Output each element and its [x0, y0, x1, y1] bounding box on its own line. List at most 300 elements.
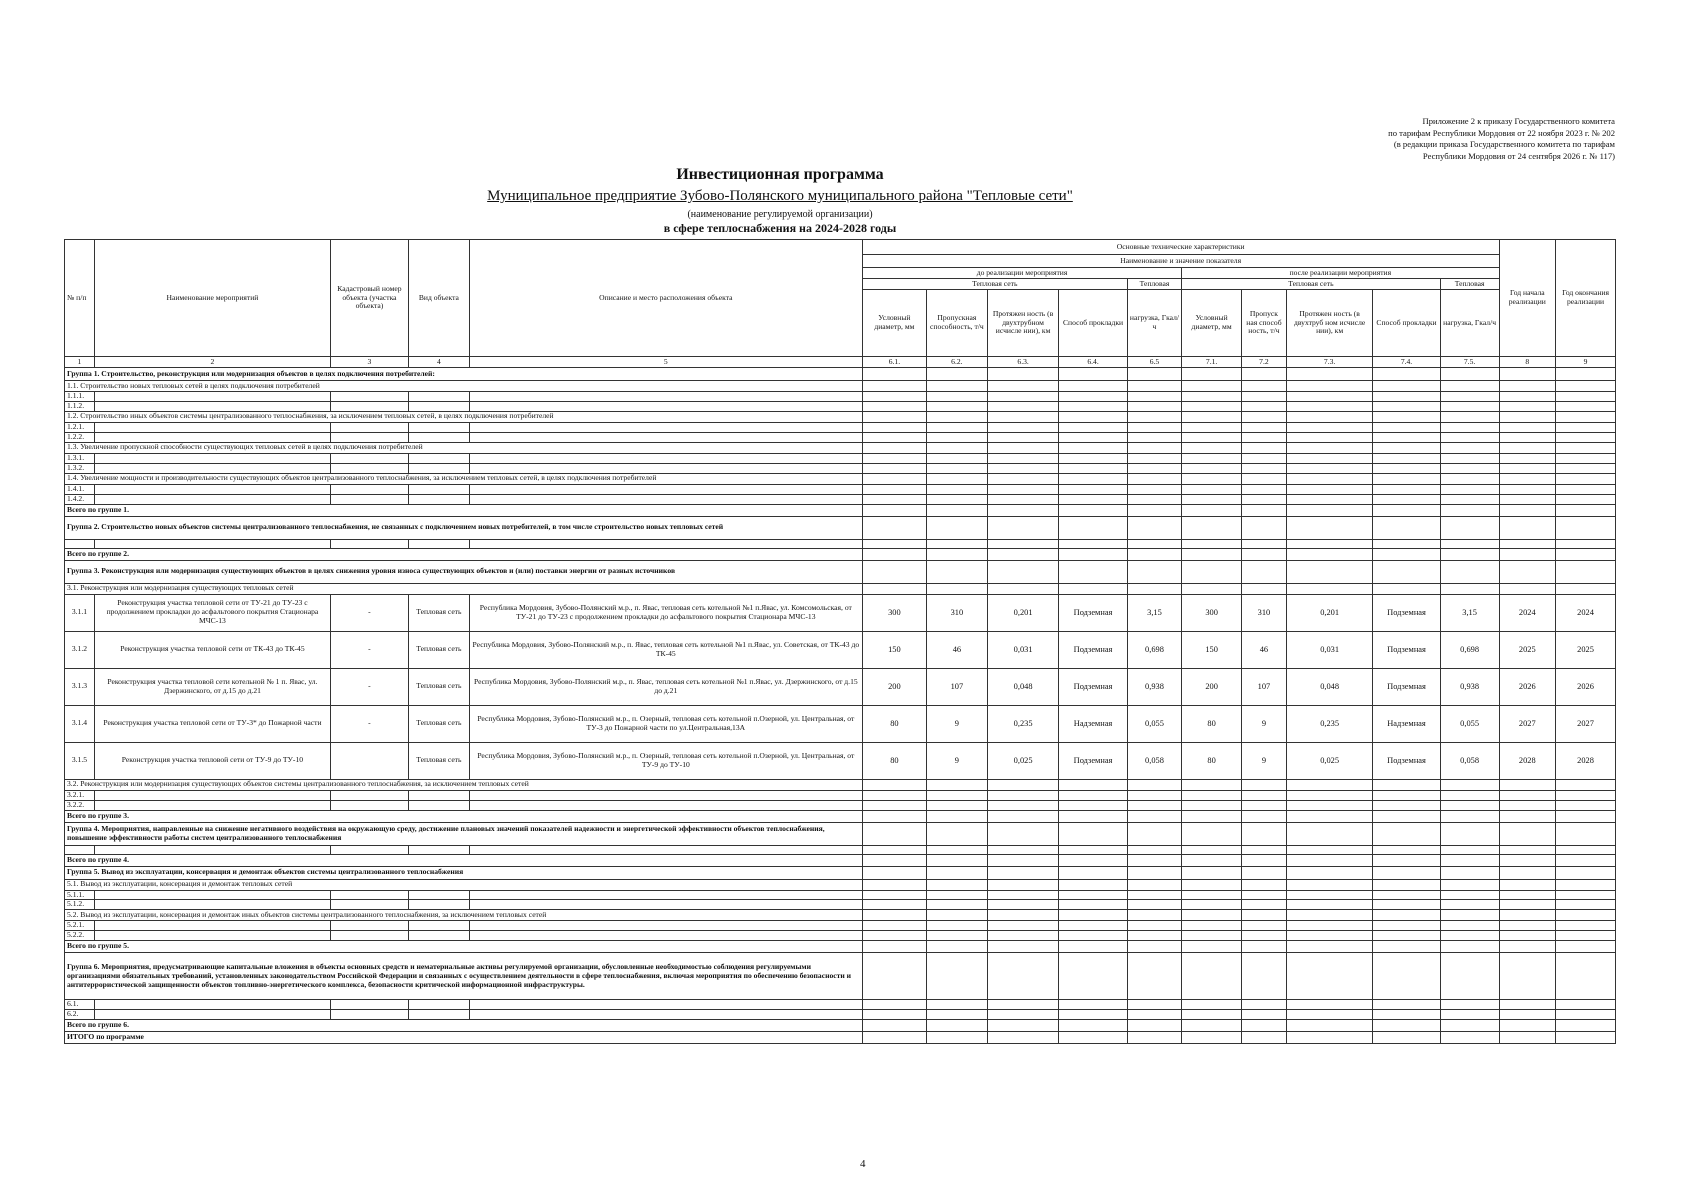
empty-cell — [1242, 516, 1287, 539]
empty-cell — [1499, 879, 1556, 890]
empty-cell — [1499, 810, 1556, 822]
empty-cell — [862, 1010, 926, 1020]
empty-cell — [862, 890, 926, 900]
load-after: 0,698 — [1440, 631, 1499, 668]
empty-cell — [1373, 368, 1440, 381]
empty-cell — [1286, 890, 1373, 900]
empty-cell — [1440, 516, 1499, 539]
measure-name: Реконструкция участка тепловой сети от ТУ-21 до ТУ-23 с продолжением прокладки до асфальтового покрытия Стационара МЧС-13 — [94, 594, 330, 631]
empty-cell — [1499, 516, 1556, 539]
empty-cell — [469, 931, 862, 941]
cadastral-number: - — [330, 668, 408, 705]
empty-cell — [1182, 1000, 1242, 1010]
row-number: 3.2.1. — [65, 790, 95, 800]
empty-cell — [1242, 432, 1287, 442]
empty-cell — [1373, 463, 1440, 473]
empty-cell — [1440, 810, 1499, 822]
load-before: 0,698 — [1127, 631, 1181, 668]
empty-row — [65, 463, 1616, 473]
empty-cell — [862, 1020, 926, 1032]
header-capacity-after: Пропуск ная способ ность, т/ч — [1242, 290, 1287, 357]
header-diameter-after: Условный диаметр, мм — [1182, 290, 1242, 357]
empty-cell — [1373, 822, 1440, 845]
length-before: 0,048 — [987, 668, 1059, 705]
measure-row — [65, 668, 1616, 705]
empty-cell — [1127, 879, 1181, 890]
header-net-after: Тепловая сеть — [1182, 279, 1440, 290]
empty-cell — [1059, 539, 1127, 548]
empty-cell — [330, 392, 408, 402]
row-number — [65, 845, 95, 854]
empty-cell — [862, 432, 926, 442]
empty-cell — [1499, 845, 1556, 854]
total-row — [65, 548, 1616, 560]
empty-cell — [987, 941, 1059, 953]
empty-cell — [1242, 779, 1287, 790]
empty-cell — [1242, 800, 1287, 810]
header-length-after: Протяжен ность (в двухтруб ном исчисле нии), км — [1286, 290, 1373, 357]
empty-cell — [1059, 1000, 1127, 1010]
empty-cell — [1499, 432, 1556, 442]
empty-cell — [862, 484, 926, 494]
length-after: 0,048 — [1286, 668, 1373, 705]
empty-cell — [1440, 854, 1499, 866]
empty-cell — [1182, 368, 1242, 381]
row-label: Группа 5. Вывод из эксплуатации, консервация и демонтаж объектов системы централизованного теплоснабжения — [65, 866, 863, 879]
empty-cell — [862, 583, 926, 594]
empty-cell — [1440, 879, 1499, 890]
load-after: 0,058 — [1440, 742, 1499, 779]
empty-cell — [1499, 931, 1556, 941]
empty-cell — [862, 494, 926, 504]
empty-cell — [1059, 1010, 1127, 1020]
column-number: 6.5 — [1127, 357, 1181, 368]
empty-cell — [408, 931, 469, 941]
empty-cell — [987, 494, 1059, 504]
empty-cell — [1242, 463, 1287, 473]
empty-cell — [1242, 453, 1287, 463]
empty-cell — [408, 890, 469, 900]
empty-cell — [1286, 941, 1373, 953]
empty-cell — [862, 381, 926, 392]
empty-cell — [1373, 910, 1440, 921]
empty-cell — [862, 921, 926, 931]
empty-cell — [1182, 473, 1242, 484]
empty-cell — [987, 890, 1059, 900]
row-number: 3.1.4 — [65, 705, 95, 742]
object-type: Тепловая сеть — [408, 631, 469, 668]
method-after: Подземная — [1373, 742, 1440, 779]
empty-cell — [987, 1010, 1059, 1020]
empty-cell — [1127, 453, 1181, 463]
empty-cell — [1373, 548, 1440, 560]
empty-cell — [926, 463, 987, 473]
column-number: 6.3. — [987, 357, 1059, 368]
empty-cell — [1373, 953, 1440, 1000]
empty-cell — [1499, 422, 1556, 432]
empty-cell — [1242, 845, 1287, 854]
empty-cell — [1059, 583, 1127, 594]
empty-cell — [926, 442, 987, 453]
empty-cell — [1286, 953, 1373, 1000]
empty-cell — [1373, 879, 1440, 890]
empty-row — [65, 900, 1616, 910]
empty-cell — [1440, 392, 1499, 402]
empty-cell — [926, 381, 987, 392]
group-row — [65, 560, 1616, 583]
capacity-before: 9 — [926, 705, 987, 742]
empty-cell — [94, 494, 330, 504]
empty-cell — [1059, 845, 1127, 854]
empty-cell — [1556, 411, 1616, 422]
length-after: 0,201 — [1286, 594, 1373, 631]
empty-cell — [1127, 381, 1181, 392]
length-before: 0,025 — [987, 742, 1059, 779]
empty-cell — [1440, 494, 1499, 504]
empty-cell — [1286, 583, 1373, 594]
empty-cell — [1182, 810, 1242, 822]
capacity-before: 46 — [926, 631, 987, 668]
capacity-before: 107 — [926, 668, 987, 705]
empty-cell — [1182, 453, 1242, 463]
empty-cell — [1182, 953, 1242, 1000]
empty-cell — [1242, 392, 1287, 402]
empty-cell — [1059, 822, 1127, 845]
header-indicators: Наименование и значение показателя — [862, 255, 1499, 268]
empty-cell — [1556, 494, 1616, 504]
empty-cell — [1182, 845, 1242, 854]
empty-cell — [987, 539, 1059, 548]
empty-cell — [1182, 879, 1242, 890]
empty-cell — [1127, 473, 1181, 484]
empty-cell — [469, 1010, 862, 1020]
length-after: 0,235 — [1286, 705, 1373, 742]
end-year: 2028 — [1556, 742, 1616, 779]
empty-cell — [330, 422, 408, 432]
empty-cell — [862, 504, 926, 516]
row-number: 5.1.1. — [65, 890, 95, 900]
row-label: Всего по группе 5. — [65, 941, 863, 953]
header-load-group-after: Тепловая — [1440, 279, 1499, 290]
empty-cell — [330, 484, 408, 494]
empty-cell — [1286, 790, 1373, 800]
empty-cell — [926, 779, 987, 790]
empty-cell — [408, 463, 469, 473]
empty-cell — [330, 1000, 408, 1010]
row-label: Группа 6. Мероприятия, предусматривающие капитальные вложения в объекты основных средств и нематериальные активы регулируемой организации, обусловленные необходимостью соблюдения регулируемыми организациями обязательных требований, установленных законодательством Российской Федерации и связанных с осуществлением деятельности в сфере теплоснабжения, включая мероприятия по обеспечению безопасности и антитеррористической защищенности объектов топливно-энергетического комплекса, безопасности критической информационной инфраструктуры. — [65, 953, 863, 1000]
empty-cell — [1182, 779, 1242, 790]
empty-cell — [1059, 504, 1127, 516]
load-after: 3,15 — [1440, 594, 1499, 631]
column-number: 1 — [65, 357, 95, 368]
subgroup-row — [65, 779, 1616, 790]
empty-cell — [987, 442, 1059, 453]
header-end: Год окончания реализации — [1556, 240, 1616, 357]
empty-cell — [1556, 453, 1616, 463]
empty-cell — [94, 422, 330, 432]
diameter-before: 300 — [862, 594, 926, 631]
empty-cell — [1556, 931, 1616, 941]
measure-name: Реконструкция участка тепловой сети от ТУ-9 до ТУ-10 — [94, 742, 330, 779]
empty-cell — [94, 401, 330, 411]
empty-cell — [1556, 854, 1616, 866]
header-description: Описание и место расположения объекта — [469, 240, 862, 357]
empty-cell — [1440, 941, 1499, 953]
cadastral-number: - — [330, 594, 408, 631]
empty-cell — [1127, 504, 1181, 516]
empty-cell — [1499, 790, 1556, 800]
empty-cell — [330, 900, 408, 910]
empty-cell — [1182, 921, 1242, 931]
empty-cell — [1182, 401, 1242, 411]
empty-row — [65, 494, 1616, 504]
object-description: Республика Мордовия, Зубово-Полянский м.р., п. Озерный, тепловая сеть котельной п.Озерной, ул. Центральная, от ТУ-9 до ТУ-10 — [469, 742, 862, 779]
column-number: 4 — [408, 357, 469, 368]
empty-cell — [1556, 473, 1616, 484]
subgroup-row — [65, 583, 1616, 594]
load-before: 0,055 — [1127, 705, 1181, 742]
empty-cell — [1373, 800, 1440, 810]
diameter-after: 150 — [1182, 631, 1242, 668]
sphere-title: в сфере теплоснабжения на 2024-2028 годы — [663, 221, 897, 235]
empty-cell — [1182, 866, 1242, 879]
empty-cell — [987, 504, 1059, 516]
empty-cell — [1440, 432, 1499, 442]
row-number: 5.2.1. — [65, 921, 95, 931]
empty-cell — [1499, 463, 1556, 473]
empty-row — [65, 422, 1616, 432]
measure-name: Реконструкция участка тепловой сети от ТУ-3* до Пожарной части — [94, 705, 330, 742]
empty-cell — [1440, 900, 1499, 910]
capacity-after: 107 — [1242, 668, 1287, 705]
empty-cell — [1242, 583, 1287, 594]
empty-cell — [1373, 473, 1440, 484]
empty-cell — [862, 866, 926, 879]
row-label: Всего по группе 2. — [65, 548, 863, 560]
empty-cell — [1182, 442, 1242, 453]
empty-cell — [1373, 941, 1440, 953]
empty-cell — [1127, 941, 1181, 953]
empty-cell — [1440, 1032, 1499, 1044]
empty-cell — [926, 1020, 987, 1032]
empty-cell — [1242, 504, 1287, 516]
empty-cell — [1556, 941, 1616, 953]
empty-cell — [1059, 890, 1127, 900]
empty-cell — [1373, 442, 1440, 453]
empty-cell — [1127, 583, 1181, 594]
empty-cell — [862, 800, 926, 810]
empty-cell — [1440, 484, 1499, 494]
empty-cell — [926, 494, 987, 504]
empty-cell — [1440, 822, 1499, 845]
empty-cell — [1499, 910, 1556, 921]
diameter-after: 80 — [1182, 705, 1242, 742]
empty-cell — [862, 845, 926, 854]
empty-cell — [1127, 921, 1181, 931]
empty-cell — [1499, 921, 1556, 931]
empty-cell — [330, 432, 408, 442]
empty-cell — [1059, 463, 1127, 473]
header-net-before: Тепловая сеть — [862, 279, 1127, 290]
empty-cell — [987, 854, 1059, 866]
empty-cell — [1242, 790, 1287, 800]
empty-cell — [469, 401, 862, 411]
load-before: 0,058 — [1127, 742, 1181, 779]
empty-cell — [926, 866, 987, 879]
empty-cell — [1556, 890, 1616, 900]
empty-cell — [1556, 368, 1616, 381]
empty-cell — [1286, 866, 1373, 879]
organization-caption: (наименование регулируемой организации) — [687, 209, 873, 220]
empty-cell — [1373, 1010, 1440, 1020]
row-label: Всего по группе 3. — [65, 810, 863, 822]
total-row — [65, 810, 1616, 822]
empty-cell — [1242, 866, 1287, 879]
empty-cell — [1556, 910, 1616, 921]
capacity-after: 9 — [1242, 742, 1287, 779]
empty-cell — [1242, 879, 1287, 890]
empty-cell — [862, 900, 926, 910]
empty-cell — [1286, 422, 1373, 432]
measure-row — [65, 631, 1616, 668]
empty-cell — [926, 392, 987, 402]
empty-cell — [469, 494, 862, 504]
empty-cell — [926, 422, 987, 432]
empty-cell — [862, 854, 926, 866]
empty-cell — [987, 453, 1059, 463]
empty-cell — [1440, 1010, 1499, 1020]
empty-cell — [1286, 1020, 1373, 1032]
row-number: 5.2.2. — [65, 931, 95, 941]
empty-row — [65, 1000, 1616, 1010]
length-before: 0,235 — [987, 705, 1059, 742]
empty-cell — [330, 790, 408, 800]
object-description: Республика Мордовия, Зубово-Полянский м.р., п. Явас, тепловая сеть котельной №1 п.Явас, ул. Комсомольская, от ТУ-21 до ТУ-23 с продолжением прокладки до асфальтового покрытия Стационара МЧС-13 — [469, 594, 862, 631]
empty-cell — [1182, 583, 1242, 594]
empty-cell — [1440, 931, 1499, 941]
empty-cell — [862, 368, 926, 381]
empty-cell — [1059, 560, 1127, 583]
empty-cell — [1556, 953, 1616, 1000]
empty-cell — [1556, 800, 1616, 810]
empty-cell — [1182, 854, 1242, 866]
empty-cell — [1127, 411, 1181, 422]
row-label: Группа 2. Строительство новых объектов системы централизованного теплоснабжения, не связанных с подключением новых потребителей, в том числе строительство новых тепловых сетей — [65, 516, 863, 539]
empty-row — [65, 484, 1616, 494]
empty-cell — [330, 931, 408, 941]
length-after: 0,031 — [1286, 631, 1373, 668]
empty-cell — [1182, 504, 1242, 516]
empty-cell — [987, 822, 1059, 845]
empty-cell — [1499, 392, 1556, 402]
empty-cell — [926, 1010, 987, 1020]
empty-cell — [1127, 494, 1181, 504]
empty-cell — [469, 484, 862, 494]
empty-cell — [1182, 484, 1242, 494]
empty-cell — [1373, 381, 1440, 392]
empty-cell — [1373, 516, 1440, 539]
empty-cell — [1286, 484, 1373, 494]
empty-cell — [1440, 381, 1499, 392]
empty-cell — [1286, 411, 1373, 422]
empty-cell — [1286, 504, 1373, 516]
empty-cell — [1556, 539, 1616, 548]
object-type: Тепловая сеть — [408, 742, 469, 779]
subgroup-row — [65, 442, 1616, 453]
empty-cell — [1440, 463, 1499, 473]
empty-cell — [987, 790, 1059, 800]
empty-cell — [1127, 548, 1181, 560]
empty-cell — [926, 516, 987, 539]
row-label: 5.2. Вывод из эксплуатации, консервация и демонтаж иных объектов системы централизованного теплоснабжения, за исключением тепловых сетей — [65, 910, 863, 921]
empty-cell — [987, 368, 1059, 381]
empty-cell — [1127, 1020, 1181, 1032]
header-name: Наименование мероприятий — [94, 240, 330, 357]
empty-cell — [1499, 779, 1556, 790]
empty-cell — [469, 453, 862, 463]
empty-cell — [1127, 1000, 1181, 1010]
empty-cell — [862, 810, 926, 822]
empty-cell — [1286, 473, 1373, 484]
end-year: 2025 — [1556, 631, 1616, 668]
empty-cell — [1286, 879, 1373, 890]
total-row — [65, 504, 1616, 516]
empty-cell — [862, 931, 926, 941]
object-description: Республика Мордовия, Зубово-Полянский м.р., п. Явас, тепловая сеть котельной №1 п.Явас, ул. Советская, от ТК-43 до ТК-45 — [469, 631, 862, 668]
empty-cell — [1499, 560, 1556, 583]
empty-cell — [1556, 810, 1616, 822]
empty-cell — [94, 790, 330, 800]
empty-cell — [1182, 900, 1242, 910]
empty-cell — [94, 890, 330, 900]
page-number: 4 — [860, 1158, 866, 1170]
investment-table — [64, 239, 1616, 1044]
row-number: 1.1.1. — [65, 392, 95, 402]
empty-cell — [862, 516, 926, 539]
column-number: 7.5. — [1440, 357, 1499, 368]
empty-cell — [1373, 453, 1440, 463]
header-diameter: Условный диаметр, мм — [862, 290, 926, 357]
empty-cell — [987, 921, 1059, 931]
empty-row — [65, 432, 1616, 442]
empty-cell — [1127, 931, 1181, 941]
empty-cell — [1440, 442, 1499, 453]
empty-cell — [469, 790, 862, 800]
empty-cell — [1242, 910, 1287, 921]
empty-cell — [1556, 484, 1616, 494]
load-before: 3,15 — [1127, 594, 1181, 631]
empty-cell — [1440, 845, 1499, 854]
empty-cell — [1242, 411, 1287, 422]
empty-cell — [408, 392, 469, 402]
column-number: 9 — [1556, 357, 1616, 368]
column-numbers-row — [65, 357, 1616, 368]
empty-cell — [1286, 548, 1373, 560]
empty-cell — [1556, 1032, 1616, 1044]
row-label: 1.1. Строительство новых тепловых сетей в целях подключения потребителей — [65, 381, 863, 392]
row-number: 1.4.2. — [65, 494, 95, 504]
empty-row — [65, 931, 1616, 941]
measure-name: Реконструкция участка тепловой сети котельной № 1 п. Явас, ул. Дзержинского, от д.15 до д.21 — [94, 668, 330, 705]
empty-cell — [1373, 422, 1440, 432]
empty-cell — [1182, 790, 1242, 800]
empty-cell — [408, 432, 469, 442]
measure-row — [65, 705, 1616, 742]
empty-cell — [1059, 422, 1127, 432]
empty-cell — [1499, 822, 1556, 845]
empty-cell — [1556, 900, 1616, 910]
measure-row — [65, 594, 1616, 631]
